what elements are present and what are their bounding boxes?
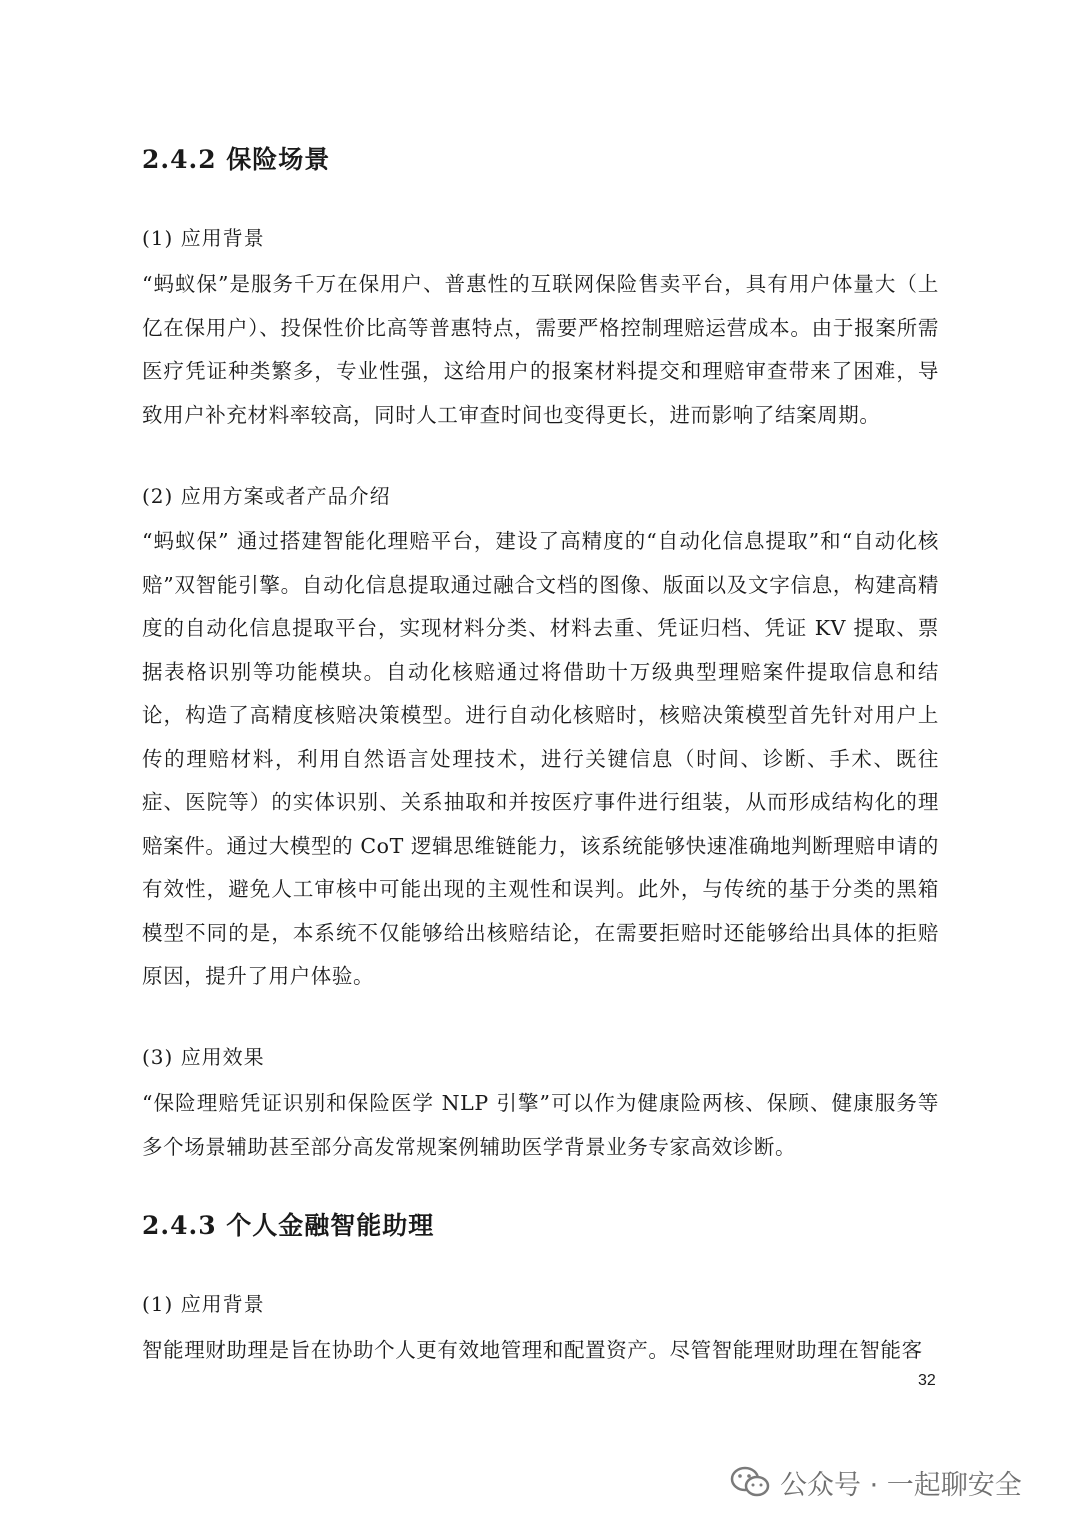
page-number: 32 xyxy=(918,1372,936,1389)
watermark xyxy=(730,1462,1022,1502)
paragraph-effect: “保险理赔凭证识别和保险医学 NLP 引擎”可以作为健康险两核、保顾、健康服务等多个场景辅助甚至部分高发常规案例辅助医学背景业务专家高效诊断。 xyxy=(142,1091,939,1159)
subheading-background-2: (1) 应用背景 xyxy=(142,1292,265,1316)
paragraph-background: “蚂蚁保”是服务千万在保用户、普惠性的互联网保险售卖平台，具有用户体量大（上亿在保用户）、投保性价比高等普惠特点，需要严格控制理赔运营成本。由于报案所需医疗凭证种类繁多，专业性强，这给用户的报案材料提交和理赔审查带来了困难，导致用户补充材料率较高，同时人工审查时间也变得更长，进而影响了结案周期。 xyxy=(142,272,939,427)
subheading-effect: (3) 应用效果 xyxy=(142,1045,265,1069)
section-heading-2-4-2: 2.4.2 保险场景 xyxy=(142,145,331,174)
paragraph-solution: “蚂蚁保” 通过搭建智能化理赔平台，建设了高精度的“自动化信息提取”和“自动化核赔”双智能引擎。自动化信息提取通过融合文档的图像、版面以及文字信息，构建高精度的自动化信息提取平台，实现材料分类、材料去重、凭证归档、凭证 KV 提取、票据表格识别等功能模块。自动化核赔通过将借助十万级典型理赔案件提取信息和结论，构造了高精度核赔决策模型。进行自动化核赔时，核赔决策模型首先针对用户上传的理赔材料，利用自然语言处理技术，进行关键信息（时间、诊断、手术、既往症、医院等）的实体识别、关系抽取和并按医疗事件进行组装，从而形成结构化的理赔案件。通过大模型的 CoT 逻辑思维链能力，该系统能够快速准确地判断理赔申请的有效性，避免人工审核中可能出现的主观性和误判。此外，与传统的基于分类的黑箱模型不同的是，本系统不仅能够给出核赔结论，在需要拒赔时还能够给出具体的拒赔原因，提升了用户体验。 xyxy=(142,529,939,988)
paragraph-background-2: 智能理财助理是旨在协助个人更有效地管理和配置资产。尽管智能理财助理在智能客 xyxy=(142,1338,923,1362)
watermark-text: 公众号 · 一起聊安全 xyxy=(780,1469,1022,1501)
section-heading-2-4-3: 2.4.3 个人金融智能助理 xyxy=(142,1211,435,1240)
subheading-background: (1) 应用背景 xyxy=(142,226,265,250)
wechat-icon xyxy=(730,1465,770,1499)
subheading-solution: (2) 应用方案或者产品介绍 xyxy=(142,484,391,508)
